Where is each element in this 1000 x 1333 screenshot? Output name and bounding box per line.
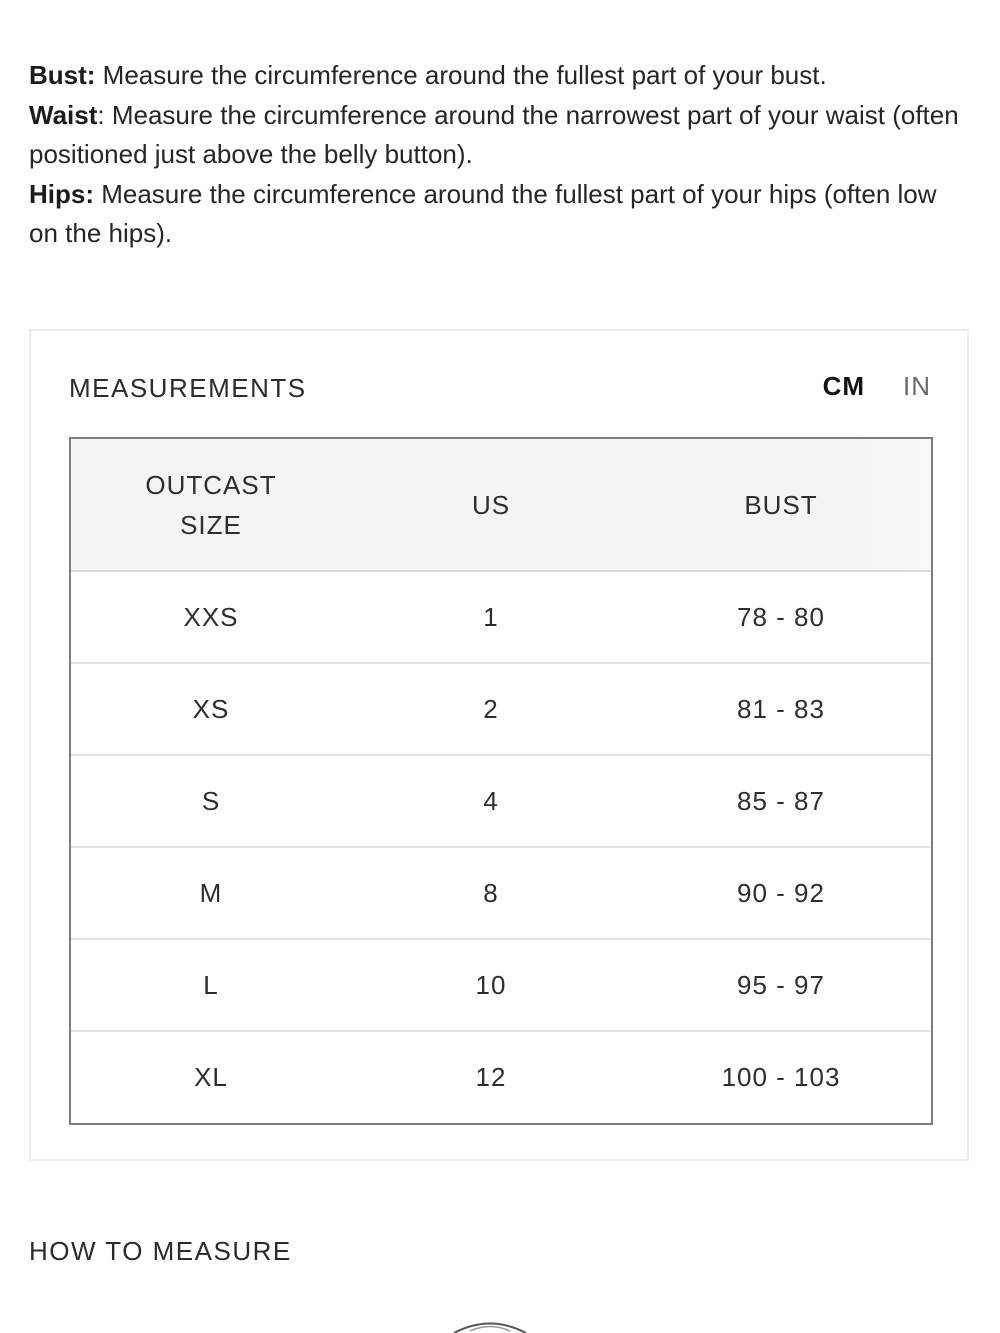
table-header-row: [71, 439, 931, 571]
measurements-card: [29, 329, 969, 1161]
table-body: [71, 571, 931, 1123]
measurement-instructions: [29, 56, 959, 254]
hips-text: Measure the circumference around the fullest part of your hips (often low on the hips).: [29, 178, 937, 248]
waist-instruction: [29, 96, 959, 175]
how-to-measure-heading: HOW TO MEASURE: [29, 1236, 292, 1266]
us-cell: 1: [483, 601, 499, 632]
table-row: [71, 571, 931, 663]
waist-label: Waist: [29, 99, 98, 130]
measurements-title: MEASUREMENTS: [69, 373, 307, 403]
us-cell: 2: [351, 663, 631, 755]
size-cell: XS: [71, 663, 351, 755]
column-header-size: [71, 439, 351, 571]
size-cell: M: [71, 847, 351, 939]
hips-label: Hips:: [29, 178, 94, 209]
column-header-bust: BUST: [631, 439, 931, 571]
bust-label: Bust:: [29, 60, 96, 90]
bust-cell: 90 - 92: [631, 847, 931, 939]
us-cell: 4: [351, 755, 631, 847]
us-cell: 10: [351, 939, 631, 1031]
table-row: [71, 939, 931, 1031]
hips-instruction: [29, 175, 959, 254]
table-row: [71, 847, 931, 939]
us-cell: 12: [351, 1031, 631, 1123]
waist-text: : Measure the circumference around the narrowest part of your waist (often positioned just above the belly button).: [29, 99, 959, 169]
table-row: [71, 1031, 931, 1123]
size-cell: XL: [71, 1031, 351, 1123]
size-chart-table: [69, 437, 933, 1125]
column-header-us: US: [351, 439, 631, 571]
us-cell: 8: [351, 847, 631, 939]
bust-cell: 78 - 80: [737, 601, 825, 632]
unit-in-button[interactable]: IN: [903, 371, 931, 401]
bust-cell: 81 - 83: [631, 663, 931, 755]
column-header-size-label: OUTCAST SIZE: [145, 469, 277, 540]
table-row: [71, 663, 931, 755]
measuring-figure-illustration: [450, 1318, 530, 1333]
bust-cell: 95 - 97: [631, 939, 931, 1031]
size-cell: L: [71, 939, 351, 1031]
table-row: [71, 755, 931, 847]
bust-cell: 100 - 103: [631, 1031, 931, 1123]
bust-instruction: [29, 56, 959, 96]
bust-cell: 85 - 87: [631, 755, 931, 847]
size-cell: S: [71, 755, 351, 847]
unit-toggle: [823, 371, 931, 402]
size-cell: XXS: [183, 601, 239, 632]
unit-cm-button[interactable]: CM: [822, 371, 865, 401]
bust-text: Measure the circumference around the fullest part of your bust.: [95, 60, 827, 90]
